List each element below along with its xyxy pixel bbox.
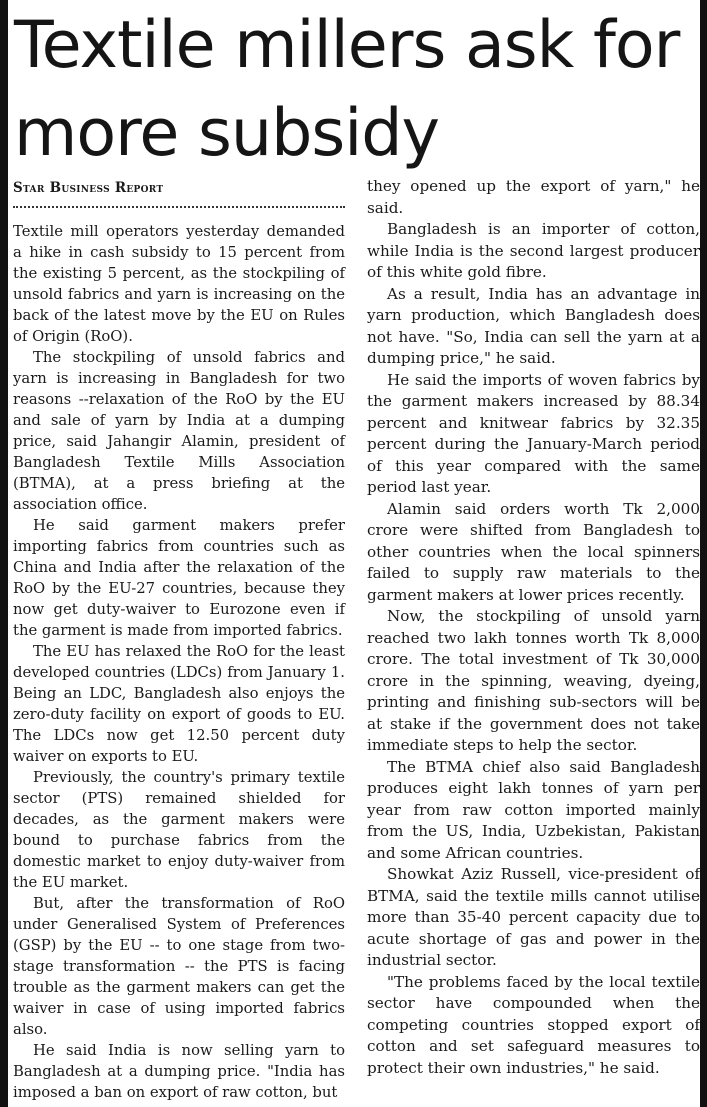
- paragraph: He said garment makers prefer importing fabrics from countries such as China and India after the relaxation of the RoO by the EU-27 countries, because they now get duty-waiver to Eurozone even if the garment is made from imported fabrics.: [13, 517, 345, 639]
- page-edge-left: [0, 0, 8, 1107]
- byline: Star Business Report: [13, 180, 164, 196]
- paragraph: Now, the stockpiling of unsold yarn reached two lakh tonnes worth Tk 8,000 crore. The total investment of Tk 30,000 crore in the spinning, weaving, dyeing, printing and finishing sub-sectors will be at stake if the government does not take immediate steps to help the sector.: [367, 607, 700, 754]
- page-edge-right: [700, 0, 707, 1107]
- paragraph: He said the imports of woven fabrics by the garment makers increased by 88.34 percent and knitwear fabrics by 32.35 percent during the January-March period of this year compared with the same period last year.: [367, 370, 700, 496]
- paragraph: Alamin said orders worth Tk 2,000 crore were shifted from Bangladesh to other countries when the local spinners failed to supply raw materials to the garment makers at lower prices recently.: [367, 499, 700, 604]
- paragraph: Previously, the country's primary textile sector (PTS) remained shielded for decades, as the garment makers were bound to purchase fabrics from the domestic market to enjoy duty-waiver from the EU market.: [13, 769, 345, 891]
- article-column-right: [367, 176, 700, 1079]
- paragraph: Textile mill operators yesterday demanded a hike in cash subsidy to 15 percent from the existing 5 percent, as the stockpiling of unsold fabrics and yarn is increasing on the back of the latest move by the EU on Rules of Origin (RoO).: [13, 223, 345, 345]
- paragraph: Showkat Aziz Russell, vice-president of BTMA, said the textile mills cannot utilise more than 35-40 percent capacity due to acute shortage of gas and power in the industrial sector.: [367, 865, 700, 969]
- byline-dotted-divider: [13, 206, 345, 208]
- paragraph: The stockpiling of unsold fabrics and yarn is increasing in Bangladesh for two reasons --relaxation of the RoO by the EU and sale of yarn by India at a dumping price, said Jahangir Alamin, president of Bangladesh Textile Mills Association (BTMA), at a press briefing at the association office.: [13, 349, 345, 513]
- headline: Textile millers ask for more subsidy: [14, 8, 680, 171]
- paragraph: The BTMA chief also said Bangladesh produces eight lakh tonnes of yarn per year from raw cotton imported mainly from the US, India, Uzbekistan, Pakistan and some African countries.: [367, 757, 700, 862]
- paragraph: He said India is now selling yarn to Bangladesh at a dumping price. "India has imposed a ban on export of raw cotton, but: [13, 1042, 345, 1101]
- paragraph: "The problems faced by the local textile sector have compounded when the competing countries stopped export of cotton and set safeguard measures to protect their own industries," he said.: [367, 972, 700, 1077]
- paragraph: But, after the transformation of RoO under Generalised System of Preferences (GSP) by the EU -- to one stage from two-stage transformation -- the PTS is facing trouble as the garment makers can get the waiver in case of using imported fabrics also.: [13, 895, 345, 1038]
- article-column-left: [13, 221, 345, 1103]
- paragraph: The EU has relaxed the RoO for the least developed countries (LDCs) from January 1. Being an LDC, Bangladesh also enjoys the zero-duty facility on export of goods to EU. The LDCs now get 12.50 percent duty waiver on exports to EU.: [13, 643, 345, 765]
- paragraph-continued: they opened up the export of yarn," he said.: [367, 177, 700, 217]
- paragraph: Bangladesh is an importer of cotton, while India is the second largest producer of this white gold fibre.: [367, 220, 700, 281]
- paragraph: As a result, India has an advantage in yarn production, which Bangladesh does not have. "So, India can sell the yarn at a dumping price," he said.: [367, 284, 700, 367]
